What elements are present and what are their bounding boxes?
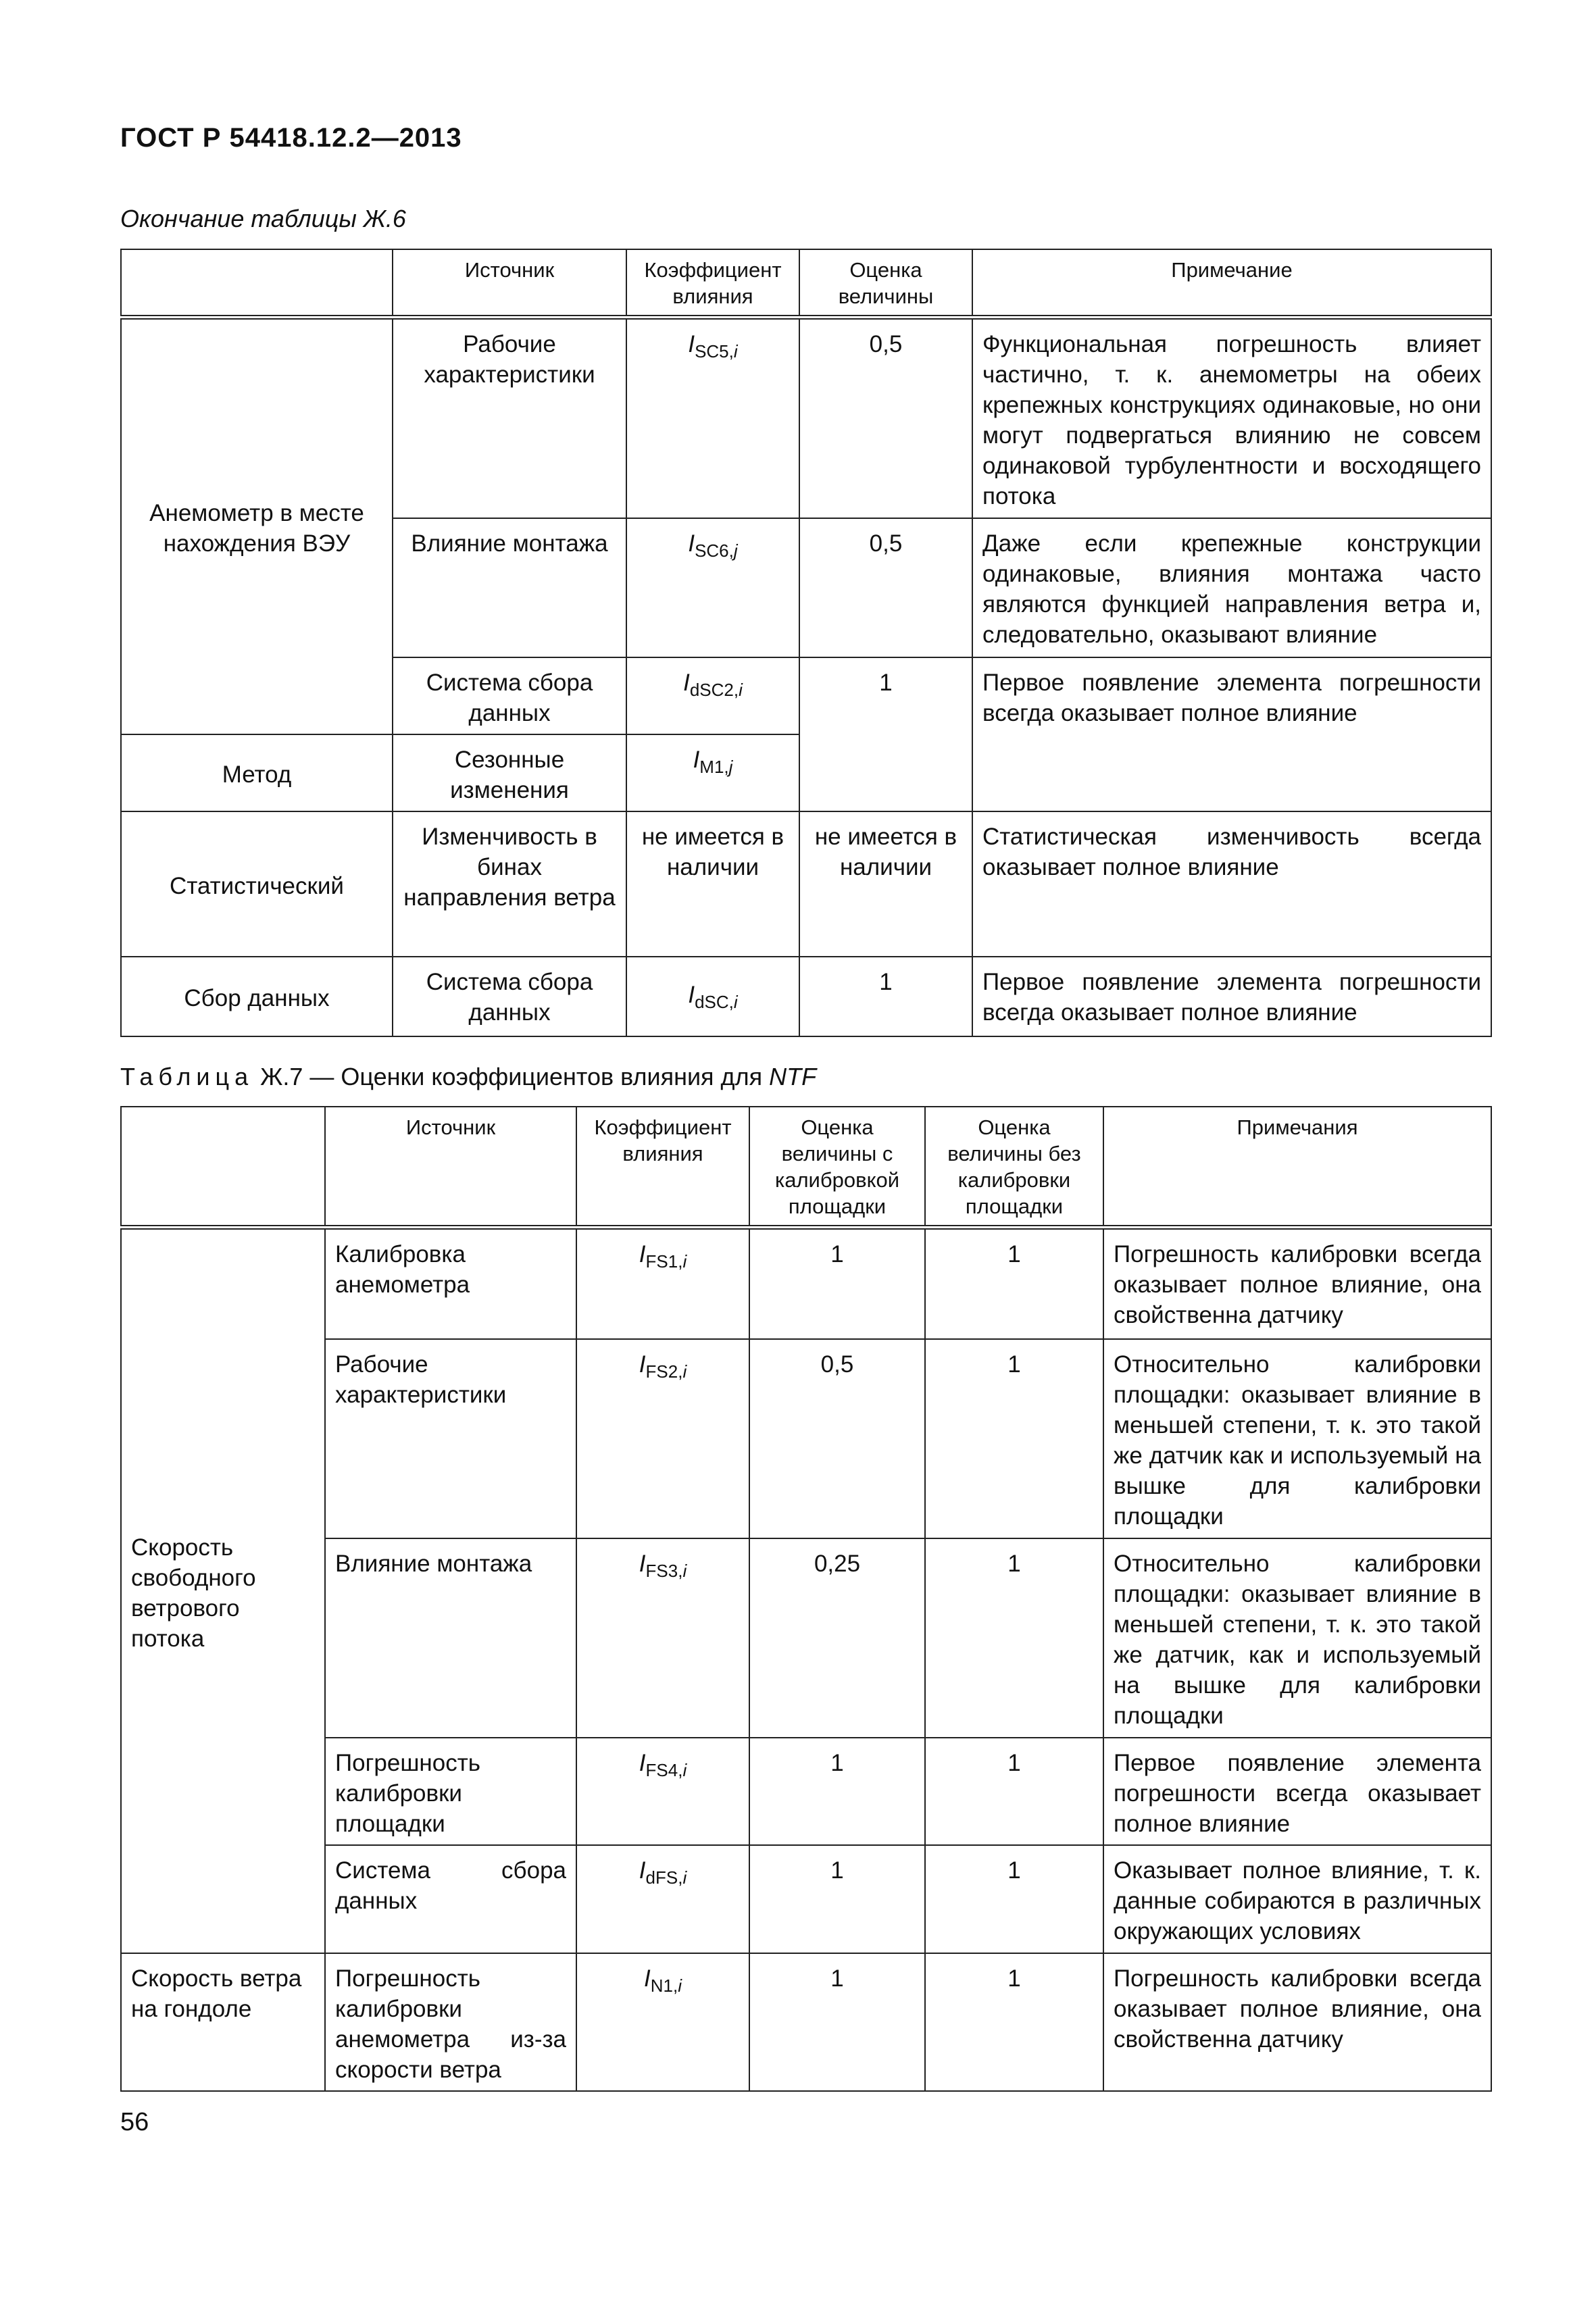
source-cell: Изменчивость в бинах направления ветра xyxy=(393,811,626,957)
coefficient-cell: $I_{FS3,i}$ xyxy=(576,1538,749,1738)
estimate-without-cell: 1 xyxy=(925,1845,1103,1953)
group-nacelle-wind-speed: Скорость ветра на гондоле xyxy=(121,1953,325,2091)
estimate-cell: 0,5 xyxy=(799,518,972,657)
coefficient-cell: $I_{FS1,i}$ xyxy=(576,1228,749,1339)
source-cell: Рабочие характеристики xyxy=(325,1339,576,1538)
coefficient-cell: $I_{dFS,i}$ xyxy=(576,1845,749,1953)
note-cell: Статистическая изменчивость всегда оказывает полное влияние xyxy=(972,811,1491,957)
estimate-cell: не имеется в наличии xyxy=(799,811,972,957)
estimate-with-cell: 1 xyxy=(749,1228,925,1339)
estimate-cell: 1 xyxy=(799,957,972,1036)
source-cell: Калибровка анемометра xyxy=(325,1228,576,1339)
header-empty xyxy=(121,1107,325,1228)
coefficient-cell: $I_{SC6,j}$ xyxy=(626,518,799,657)
estimate-without-cell: 1 xyxy=(925,1953,1103,2091)
note-cell: Погрешность калибровки всегда оказывает полное влияние, она свойственна датчику xyxy=(1103,1228,1491,1339)
group-data-collection: Сбор данных xyxy=(121,957,393,1036)
estimate-cell: 1 xyxy=(799,657,972,811)
source-cell: Погрешность калибровки анемометра из-за скорости ветра xyxy=(325,1953,576,2091)
note-cell: Относительно калибровки площадки: оказывает влияние в меньшей степени, т. к. это такой же датчик как и используемый на вышке для калибровки площадки xyxy=(1103,1339,1491,1538)
source-cell: Влияние монтажа xyxy=(393,518,626,657)
table-row xyxy=(121,318,1491,518)
source-cell: Сезонные изменения xyxy=(393,734,626,811)
header-source: Источник xyxy=(325,1107,576,1228)
table-row xyxy=(121,1339,1491,1538)
coefficient-cell: $I_{dSC,i}$ xyxy=(626,957,799,1036)
header-estimate-without-calibration: Оценка величины без калибровки площадки xyxy=(925,1107,1103,1228)
note-cell: Первое появление элемента погрешности всегда оказывает полное влияние xyxy=(972,957,1491,1036)
group-method: Метод xyxy=(121,734,393,811)
estimate-with-cell: 0,25 xyxy=(749,1538,925,1738)
source-cell: Система сбора данных xyxy=(393,657,626,734)
note-cell: Относительно калибровки площадки: оказывает влияние в меньшей степени, т. к. это такой же датчик, как и используемый на вышке для калибровки площадки xyxy=(1103,1538,1491,1738)
source-cell: Система сбора данных xyxy=(325,1845,576,1953)
group-anemometer: Анемометр в месте нахождения ВЭУ xyxy=(121,318,393,734)
influence-table-zh7 xyxy=(120,1106,1492,2092)
estimate-with-cell: 0,5 xyxy=(749,1339,925,1538)
note-cell: Оказывает полное влияние, т. к. данные собираются в различных окружающих условиях xyxy=(1103,1845,1491,1953)
header-source: Источник xyxy=(393,249,626,318)
group-free-wind-speed: Скорость свободного ветрового потока xyxy=(121,1228,325,1953)
coefficient-cell: $I_{N1,i}$ xyxy=(576,1953,749,2091)
estimate-cell: 0,5 xyxy=(799,318,972,518)
table-row xyxy=(121,1738,1491,1845)
source-cell: Влияние монтажа xyxy=(325,1538,576,1738)
header-estimate: Оценка величины xyxy=(799,249,972,318)
table-row xyxy=(121,957,1491,1036)
estimate-without-cell: 1 xyxy=(925,1228,1103,1339)
source-cell: Погрешность калибровки площадки xyxy=(325,1738,576,1845)
header-estimate-with-calibration: Оценка величины с калибровкой площадки xyxy=(749,1107,925,1228)
header-coefficient: Коэффициент влияния xyxy=(626,249,799,318)
table-row xyxy=(121,1538,1491,1738)
table-row xyxy=(121,1953,1491,2091)
coefficient-cell: $I_{FS2,i}$ xyxy=(576,1339,749,1538)
estimate-with-cell: 1 xyxy=(749,1845,925,1953)
table-row xyxy=(121,1845,1491,1953)
estimate-without-cell: 1 xyxy=(925,1339,1103,1538)
note-cell: Первое появление элемента погрешности всегда оказывает полное влияние xyxy=(972,657,1491,811)
note-cell: Даже если крепежные конструкции одинаковые, влияния монтажа часто являются функцией направления ветра и, следовательно, оказывают влияние xyxy=(972,518,1491,657)
table-row xyxy=(121,811,1491,957)
header-coefficient: Коэффициент влияния xyxy=(576,1107,749,1228)
group-statistical: Статистический xyxy=(121,811,393,957)
page-number: 56 xyxy=(120,2108,149,2136)
estimate-without-cell: 1 xyxy=(925,1538,1103,1738)
coefficient-cell: $I_{FS4,i}$ xyxy=(576,1738,749,1845)
document-standard-header: ГОСТ Р 54418.12.2—2013 xyxy=(120,123,462,153)
table-row xyxy=(121,1228,1491,1339)
header-note: Примечание xyxy=(972,249,1491,318)
source-cell: Система сбора данных xyxy=(393,957,626,1036)
estimate-with-cell: 1 xyxy=(749,1953,925,2091)
table1-caption: Окончание таблицы Ж.6 xyxy=(120,205,406,232)
note-cell: Первое появление элемента погрешности всегда оказывает полное влияние xyxy=(1103,1738,1491,1845)
coefficient-cell: $I_{M1,j}$ xyxy=(626,734,799,811)
estimate-with-cell: 1 xyxy=(749,1738,925,1845)
header-notes: Примечания xyxy=(1103,1107,1491,1228)
coefficient-cell: $I_{SC5,i}$ xyxy=(626,318,799,518)
estimate-without-cell: 1 xyxy=(925,1738,1103,1845)
source-cell: Рабочие характеристики xyxy=(393,318,626,518)
coefficient-cell: $I_{dSC2,i}$ xyxy=(626,657,799,734)
table2-caption: Таблица Ж.7 — Оценки коэффициентов влияния для NTF xyxy=(120,1063,817,1090)
header-empty xyxy=(121,249,393,318)
note-cell: Погрешность калибровки всегда оказывает полное влияние, она свойственна датчику xyxy=(1103,1953,1491,2091)
note-cell: Функциональная погрешность влияет частично, т. к. анемометры на обеих крепежных конструкциях одинаковые, но они могут подвергаться влиянию не совсем одинаковой турбулентности и восходящего потока xyxy=(972,318,1491,518)
influence-table-zh6 xyxy=(120,249,1492,1037)
coefficient-cell: не имеется в наличии xyxy=(626,811,799,957)
